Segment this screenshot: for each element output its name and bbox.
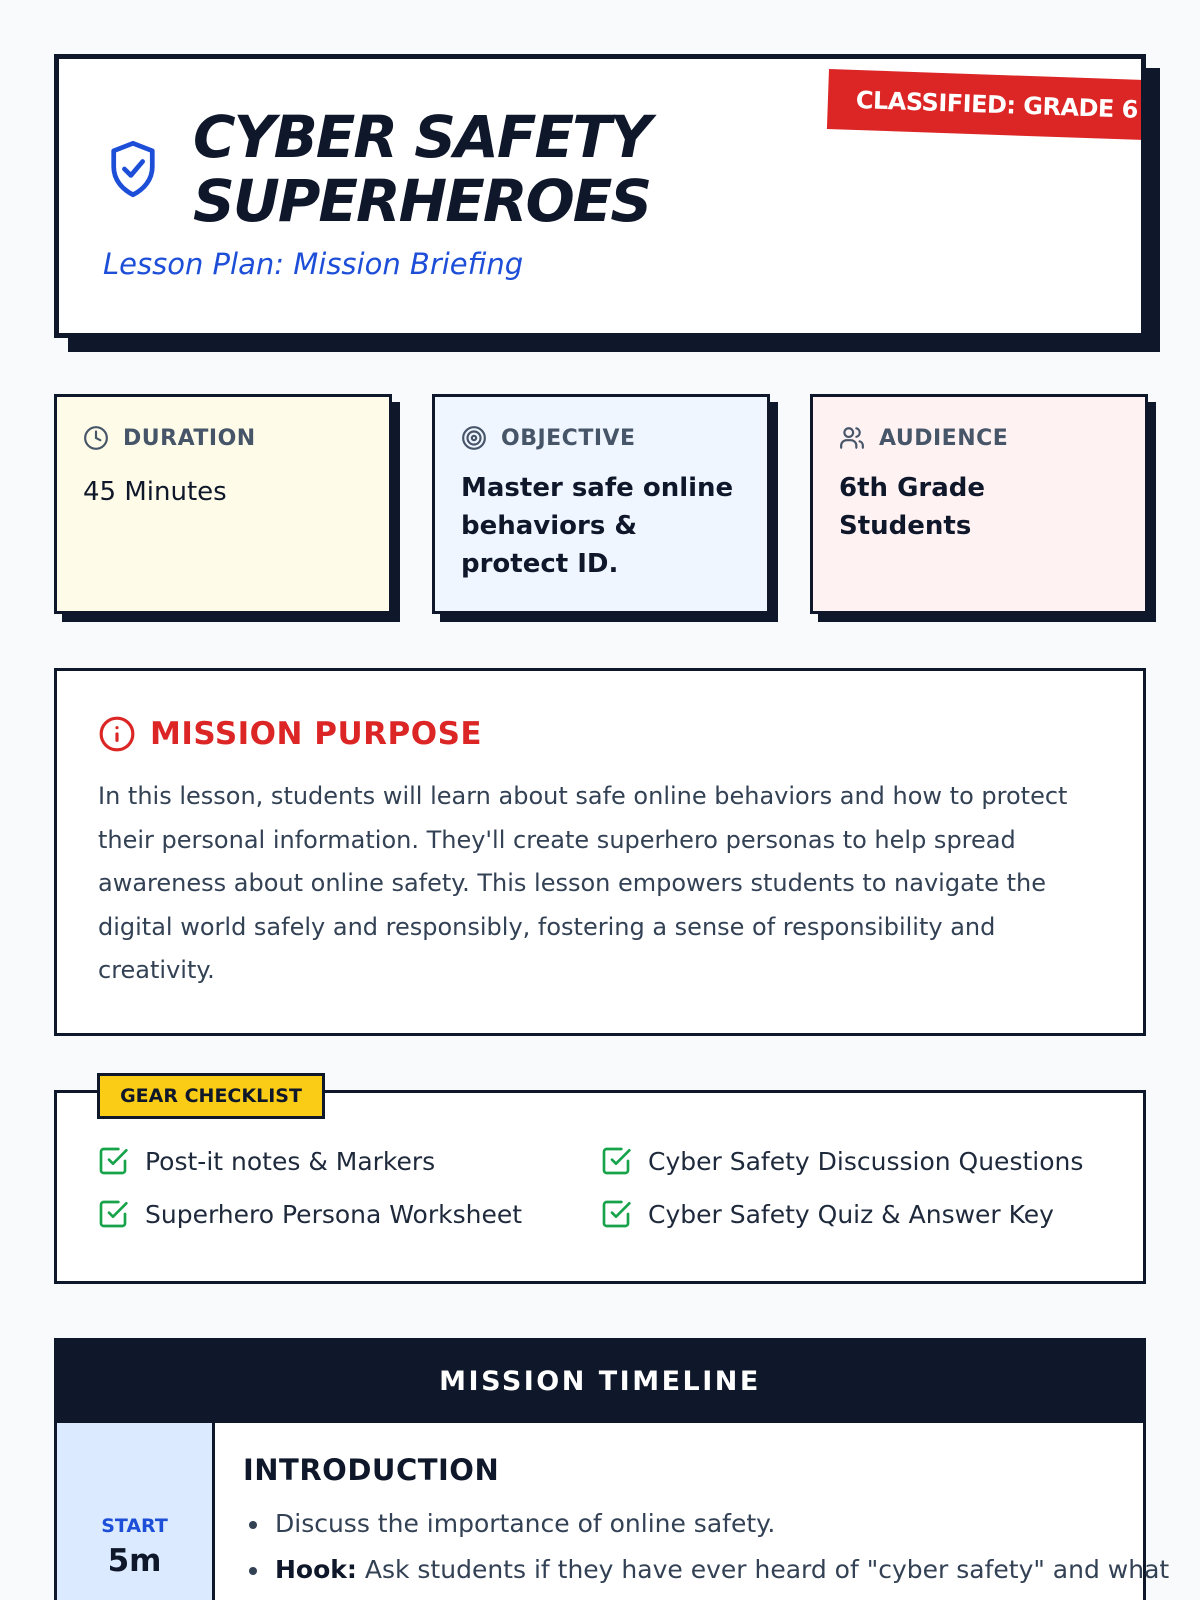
header-card (54, 54, 1146, 338)
bullet-text: Ask students if they have ever heard of "cyber safety" and what (356, 1555, 1170, 1584)
title-line-2: SUPERHEROES (193, 167, 651, 235)
duration-card (54, 394, 392, 614)
audience-card (810, 394, 1148, 614)
mission-purpose-text: In this lesson, students will learn about safe online behaviors and how to protect their personal information. They'll create superhero personas to help spread awareness about online safety. This lesson empowers students to navigate the digital world safely and responsibly, fostering a sense of responsibility and creativity. (98, 782, 1068, 984)
clock-icon (83, 425, 109, 451)
checklist-item-label: Cyber Safety Discussion Questions (648, 1146, 1084, 1176)
checkbox-checked-icon (600, 1145, 632, 1177)
target-icon (461, 425, 487, 451)
objective-label: OBJECTIVE (501, 425, 636, 451)
checkbox-checked-icon (97, 1145, 129, 1177)
classified-badge: CLASSIFIED: GRADE 6 (827, 69, 1146, 140)
checklist-item-label: Cyber Safety Quiz & Answer Key (648, 1199, 1054, 1229)
bullet-text: Discuss the importance of online safety. (275, 1509, 776, 1538)
page-title (193, 105, 843, 233)
checklist-item (600, 1198, 1054, 1230)
shield-check-icon (107, 139, 159, 199)
gear-checklist (54, 1085, 1146, 1284)
page-subtitle: Lesson Plan: Mission Briefing (103, 247, 524, 281)
audience-value: 6th Grade Students (839, 473, 986, 541)
checklist-item-label: Superhero Persona Worksheet (145, 1199, 523, 1229)
step-bullet-list (243, 1501, 1169, 1593)
duration-label: DURATION (123, 425, 256, 451)
step-duration: 5m (107, 1543, 162, 1579)
info-circle-icon (98, 715, 136, 753)
step-tag: START (101, 1515, 168, 1537)
checklist-item (600, 1145, 1083, 1177)
bullet-prefix: Hook: (275, 1555, 357, 1584)
timeline-step-time-cell (57, 1423, 215, 1600)
checklist-item (97, 1145, 435, 1177)
mission-purpose-title: MISSION PURPOSE (150, 716, 483, 752)
gear-checklist-tag: GEAR CHECKLIST (97, 1073, 325, 1119)
duration-value: 45 Minutes (83, 477, 227, 507)
users-icon (839, 425, 865, 451)
mission-timeline (54, 1338, 1170, 1600)
list-item (243, 1547, 1169, 1593)
checkbox-checked-icon (600, 1198, 632, 1230)
mission-purpose-section (54, 668, 1146, 1036)
objective-value: Master safe online behaviors & protect ID. (461, 473, 734, 579)
list-item (243, 1501, 1169, 1547)
checklist-item-label: Post-it notes & Markers (145, 1146, 436, 1176)
timeline-title: MISSION TIMELINE (57, 1341, 1143, 1423)
step-title: INTRODUCTION (243, 1453, 500, 1487)
objective-card (432, 394, 770, 614)
checkbox-checked-icon (97, 1198, 129, 1230)
checklist-item (97, 1198, 522, 1230)
title-line-1: CYBER SAFETY (193, 103, 650, 171)
audience-label: AUDIENCE (879, 425, 1009, 451)
